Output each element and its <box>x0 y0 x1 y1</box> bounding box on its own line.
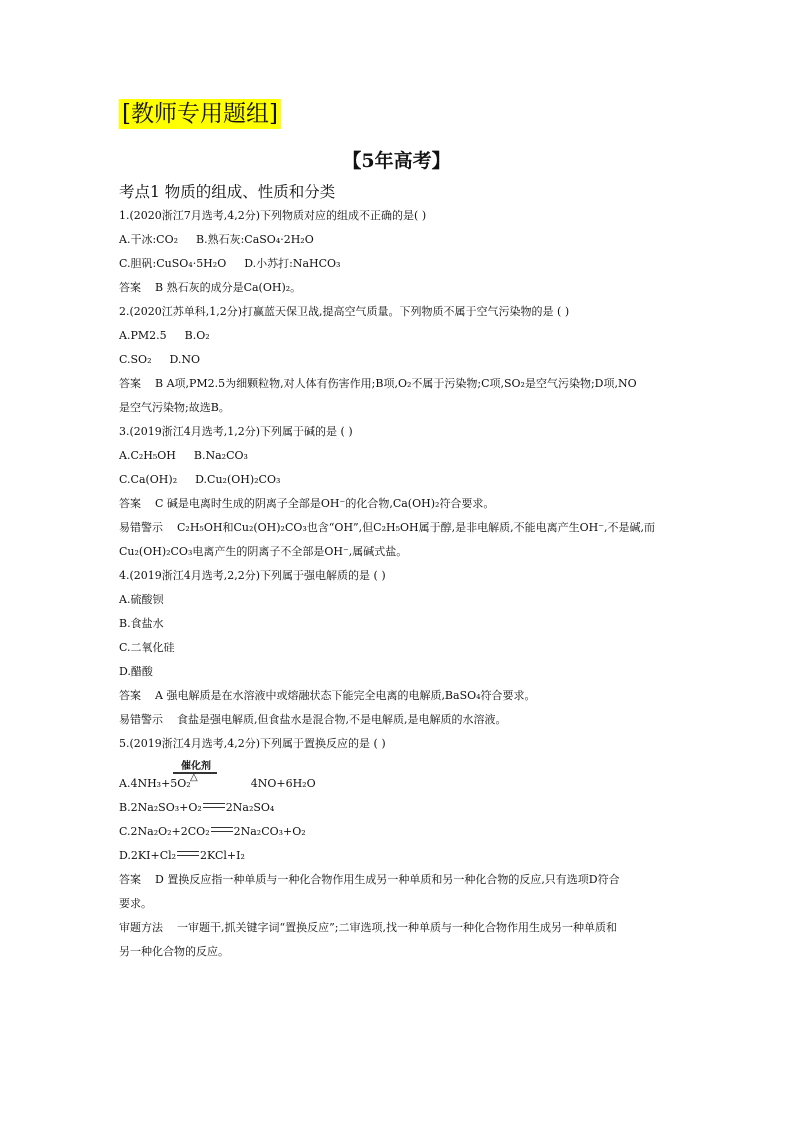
q4-option-c: C.二氧化硅 <box>119 641 175 654</box>
q3-option-b: B.Na₂CO₃ <box>193 449 248 462</box>
q1-answer-text: B 熟石灰的成分是Ca(OH)₂。 <box>155 281 302 294</box>
q4-answer <box>119 688 536 704</box>
q1-answer <box>119 280 301 296</box>
topic-title: 考点1 物质的组成、性质和分类 <box>119 183 336 201</box>
warning-label: 易错警示 <box>119 521 163 534</box>
q3-answer <box>119 496 494 512</box>
q5-answer <box>119 872 620 888</box>
answer-label: 答案 <box>119 497 141 510</box>
q5-option-d: D.2KI+Cl₂ 2KCl+I₂ <box>119 849 245 862</box>
q3-warning-text: C₂H₅OH和Cu₂(OH)₂CO₃也含“OH”,但C₂H₅OH属于醇,是非电解质,不能电离产生OH⁻,不是碱,而 <box>177 521 655 534</box>
q1-stem: 1.(2020浙江7月选考,4,2分)下列物质对应的组成不正确的是( ) <box>119 209 427 222</box>
q1-options-ab <box>119 232 314 248</box>
q5-answer-cont: 要求。 <box>119 897 152 910</box>
q4-option-b: B.食盐水 <box>119 617 164 630</box>
q5-method <box>119 920 617 936</box>
q3-option-c: C.Ca(OH)₂ <box>119 473 178 486</box>
q2-option-d: D.NO <box>169 353 201 366</box>
q3-stem: 3.(2019浙江4月选考,1,2分)下列属于碱的是 ( ) <box>119 425 353 438</box>
section-heading: 【5年高考】 <box>342 150 451 172</box>
warning-label: 易错警示 <box>119 713 163 726</box>
q3-options-cd <box>119 472 280 488</box>
answer-label: 答案 <box>119 689 141 702</box>
q4-option-a: A.硫酸钡 <box>119 593 164 606</box>
q5-method-cont: 另一种化合物的反应。 <box>119 945 229 958</box>
q2-options-ab <box>119 328 210 344</box>
q2-option-c: C.SO₂ <box>119 353 152 366</box>
q5-method-text: 一审题干,抓关键字词“置换反应”;二审选项,找一种单质与一种化合物作用生成另一种单质和 <box>177 921 617 934</box>
q1-option-d: D.小苏打:NaHCO₃ <box>244 257 341 270</box>
q3-option-d: D.Cu₂(OH)₂CO₃ <box>195 473 281 486</box>
equals-sign <box>177 851 199 856</box>
q2-answer-cont: 是空气污染物;故选B。 <box>119 401 230 414</box>
q1-option-b: B.熟石灰:CaSO₄·2H₂O <box>196 233 314 246</box>
q3-warning-cont: Cu₂(OH)₂CO₃电离产生的阴离子不全部是OH⁻,属碱式盐。 <box>119 545 408 558</box>
q5-stem: 5.(2019浙江4月选考,4,2分)下列属于置换反应的是 ( ) <box>119 737 386 750</box>
q2-options-cd <box>119 352 200 368</box>
equals-sign <box>211 827 233 832</box>
q1-options-cd <box>119 256 340 272</box>
q5-option-b: B.2Na₂SO₃+O₂ 2Na₂SO₄ <box>119 801 275 814</box>
q2-stem: 2.(2020江苏单科,1,2分)打赢蓝天保卫战,提高空气质量。下列物质不属于空气污染物的是 ( ) <box>119 305 570 318</box>
equals-sign <box>203 803 225 808</box>
teacher-group-tag: [教师专用题组] <box>119 99 281 129</box>
catalyst-label: 催化剂 <box>181 761 211 772</box>
q1-option-a: A.干冰:CO₂ <box>119 233 178 246</box>
q3-options-ab <box>119 448 248 464</box>
q3-answer-text: C 碱是电离时生成的阴离子全部是OH⁻的化合物,Ca(OH)₂符合要求。 <box>155 497 495 510</box>
answer-label: 答案 <box>119 873 141 886</box>
heat-triangle: △ <box>190 772 198 783</box>
q2-answer <box>119 376 637 392</box>
q3-warning <box>119 520 655 536</box>
q4-option-d: D.醋酸 <box>119 665 153 678</box>
q3-option-a: A.C₂H₅OH <box>119 449 176 462</box>
q2-option-a: A.PM2.5 <box>119 329 167 342</box>
q1-option-c: C.胆矾:CuSO₄·5H₂O <box>119 257 227 270</box>
q4-answer-text: A 强电解质是在水溶液中或熔融状态下能完全电离的电解质,BaSO₄符合要求。 <box>155 689 536 702</box>
q5-option-c: C.2Na₂O₂+2CO₂ 2Na₂CO₃+O₂ <box>119 825 306 838</box>
method-label: 审题方法 <box>119 921 163 934</box>
q2-answer-text: B A项,PM2.5为细颗粒物,对人体有伤害作用;B项,O₂不属于污染物;C项,SO₂是空气污染物;D项,NO <box>155 377 637 390</box>
q4-warning-text: 食盐是强电解质,但食盐水是混合物,不是电解质,是电解质的水溶液。 <box>177 713 507 726</box>
q5-option-a: A.4NH₃+5O₂ 4NO+6H₂O <box>119 777 316 790</box>
q2-option-b: B.O₂ <box>184 329 210 342</box>
q5-answer-text: D 置换反应指一种单质与一种化合物作用生成另一种单质和另一种化合物的反应,只有选项D符合 <box>155 873 620 886</box>
q4-stem: 4.(2019浙江4月选考,2,2分)下列属于强电解质的是 ( ) <box>119 569 386 582</box>
q4-warning <box>119 712 507 728</box>
answer-label: 答案 <box>119 281 141 294</box>
answer-label: 答案 <box>119 377 141 390</box>
